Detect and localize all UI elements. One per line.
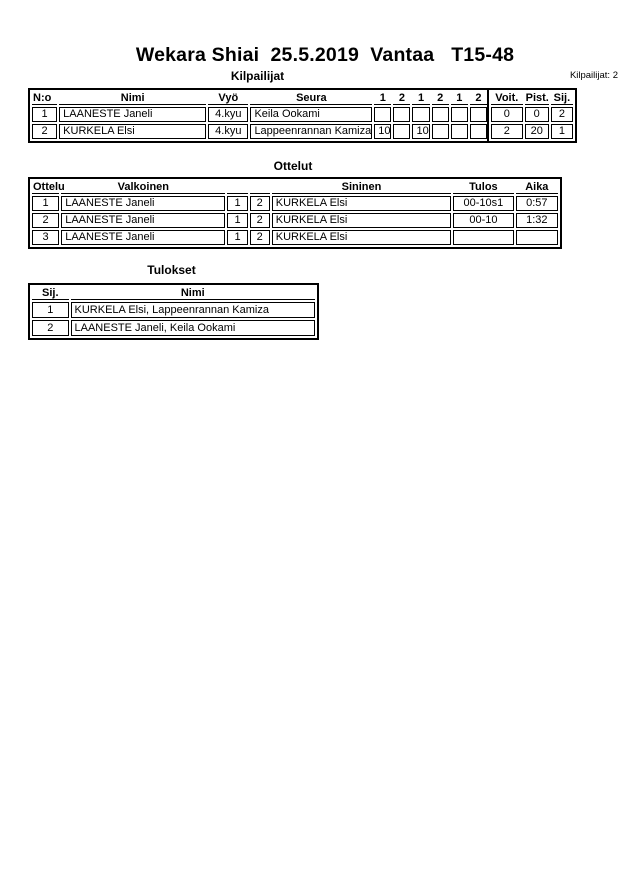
time-cell: 1:32	[516, 213, 558, 228]
place-cell: 2	[32, 320, 69, 336]
time-cell	[516, 230, 558, 245]
col-header-spacer	[227, 181, 247, 194]
summary-header-row	[491, 92, 573, 105]
tulokset-table	[28, 283, 319, 340]
match-no-cell: 3	[32, 230, 59, 245]
kilpailijat-summary-grid	[489, 90, 575, 141]
result-cell: 00-10	[453, 213, 513, 228]
match-no-cell: 1	[32, 196, 59, 211]
score-cell	[412, 107, 429, 122]
ottelut-table-grid	[30, 179, 560, 247]
white-name-cell: LAANESTE Janeli	[61, 196, 225, 211]
table-row	[32, 124, 487, 139]
points-cell: 20	[525, 124, 549, 139]
result-cell	[453, 230, 513, 245]
score-cell	[470, 124, 487, 139]
col-header-tulos: Tulos	[453, 181, 513, 194]
belt-cell: 4.kyu	[208, 107, 248, 122]
score-cell	[393, 124, 410, 139]
section-title-ottelut: Ottelut	[273, 159, 313, 173]
page-title: Wekara Shiai 25.5.2019 Vantaa T15-48	[135, 44, 515, 66]
result-name-cell: LAANESTE Janeli, Keila Ookami	[71, 320, 315, 336]
col-header-vyo: Vyö	[208, 92, 248, 105]
no-cell: 2	[32, 124, 57, 139]
result-cell: 00-10s1	[453, 196, 513, 211]
wins-cell: 0	[491, 107, 523, 122]
table-row	[32, 196, 558, 211]
table-row	[491, 124, 573, 139]
blue-no-cell: 2	[250, 230, 270, 245]
score-cell: 10	[412, 124, 429, 139]
club-cell: Lappeenrannan Kamiza	[250, 124, 372, 139]
white-no-cell: 1	[227, 196, 247, 211]
col-header-round-6: 2	[470, 92, 487, 105]
result-name-cell: KURKELA Elsi, Lappeenrannan Kamiza	[71, 302, 315, 318]
competitors-count-label: Kilpailijat: 2	[569, 70, 618, 81]
club-cell: Keila Ookami	[250, 107, 372, 122]
blue-no-cell: 2	[250, 213, 270, 228]
score-cell	[470, 107, 487, 122]
col-header-sininen: Sininen	[272, 181, 451, 194]
white-name-cell: LAANESTE Janeli	[61, 230, 225, 245]
place-cell: 2	[551, 107, 573, 122]
col-header-round-5: 1	[451, 92, 468, 105]
white-no-cell: 1	[227, 213, 247, 228]
col-header-nimi: Nimi	[71, 287, 315, 300]
blue-name-cell: KURKELA Elsi	[272, 196, 451, 211]
table-row	[32, 213, 558, 228]
section-title-kilpailijat: Kilpailijat	[230, 69, 285, 83]
belt-cell: 4.kyu	[208, 124, 248, 139]
col-header-sij: Sij.	[551, 92, 573, 105]
place-cell: 1	[551, 124, 573, 139]
score-cell	[374, 107, 391, 122]
blue-name-cell: KURKELA Elsi	[272, 213, 451, 228]
white-no-cell: 1	[227, 230, 247, 245]
table-row	[32, 302, 315, 318]
wins-cell: 2	[491, 124, 523, 139]
table-row	[32, 107, 487, 122]
points-cell: 0	[525, 107, 549, 122]
col-header-seura: Seura	[250, 92, 372, 105]
col-header-round-4: 2	[432, 92, 449, 105]
ottelut-header-row	[32, 181, 558, 194]
score-cell	[451, 107, 468, 122]
place-cell: 1	[32, 302, 69, 318]
col-header-aika: Aika	[516, 181, 558, 194]
table-row	[32, 320, 315, 336]
blue-name-cell: KURKELA Elsi	[272, 230, 451, 245]
score-cell	[432, 124, 449, 139]
kilpailijat-header-row	[32, 92, 487, 105]
col-header-sij: Sij.	[32, 287, 69, 300]
no-cell: 1	[32, 107, 57, 122]
col-header-nimi: Nimi	[59, 92, 206, 105]
white-name-cell: LAANESTE Janeli	[61, 213, 225, 228]
col-header-ottelu: Ottelu	[33, 181, 65, 193]
kilpailijat-table-grid	[30, 90, 489, 141]
col-header-spacer	[250, 181, 270, 194]
time-cell: 0:57	[516, 196, 558, 211]
kilpailijat-summary-table	[487, 88, 577, 143]
name-cell: KURKELA Elsi	[59, 124, 206, 139]
table-row	[491, 107, 573, 122]
col-header-round-3: 1	[412, 92, 429, 105]
tulokset-table-grid	[30, 285, 317, 338]
col-header-round-2: 2	[393, 92, 410, 105]
col-header-voit: Voit.	[491, 92, 523, 105]
match-no-cell: 2	[32, 213, 59, 228]
score-cell	[432, 107, 449, 122]
col-header-valkoinen: Valkoinen	[61, 181, 225, 194]
section-title-tulokset: Tulokset	[147, 263, 196, 277]
col-header-round-1: 1	[374, 92, 391, 105]
kilpailijat-table	[28, 88, 491, 143]
score-cell	[451, 124, 468, 139]
name-cell: LAANESTE Janeli	[59, 107, 206, 122]
table-row	[32, 230, 558, 245]
ottelut-table	[28, 177, 562, 249]
tulokset-header-row	[32, 287, 315, 300]
score-cell: 10	[374, 124, 391, 139]
col-header-no: N:o	[32, 92, 57, 105]
score-cell	[393, 107, 410, 122]
col-header-pist: Pist.	[525, 92, 549, 104]
blue-no-cell: 2	[250, 196, 270, 211]
